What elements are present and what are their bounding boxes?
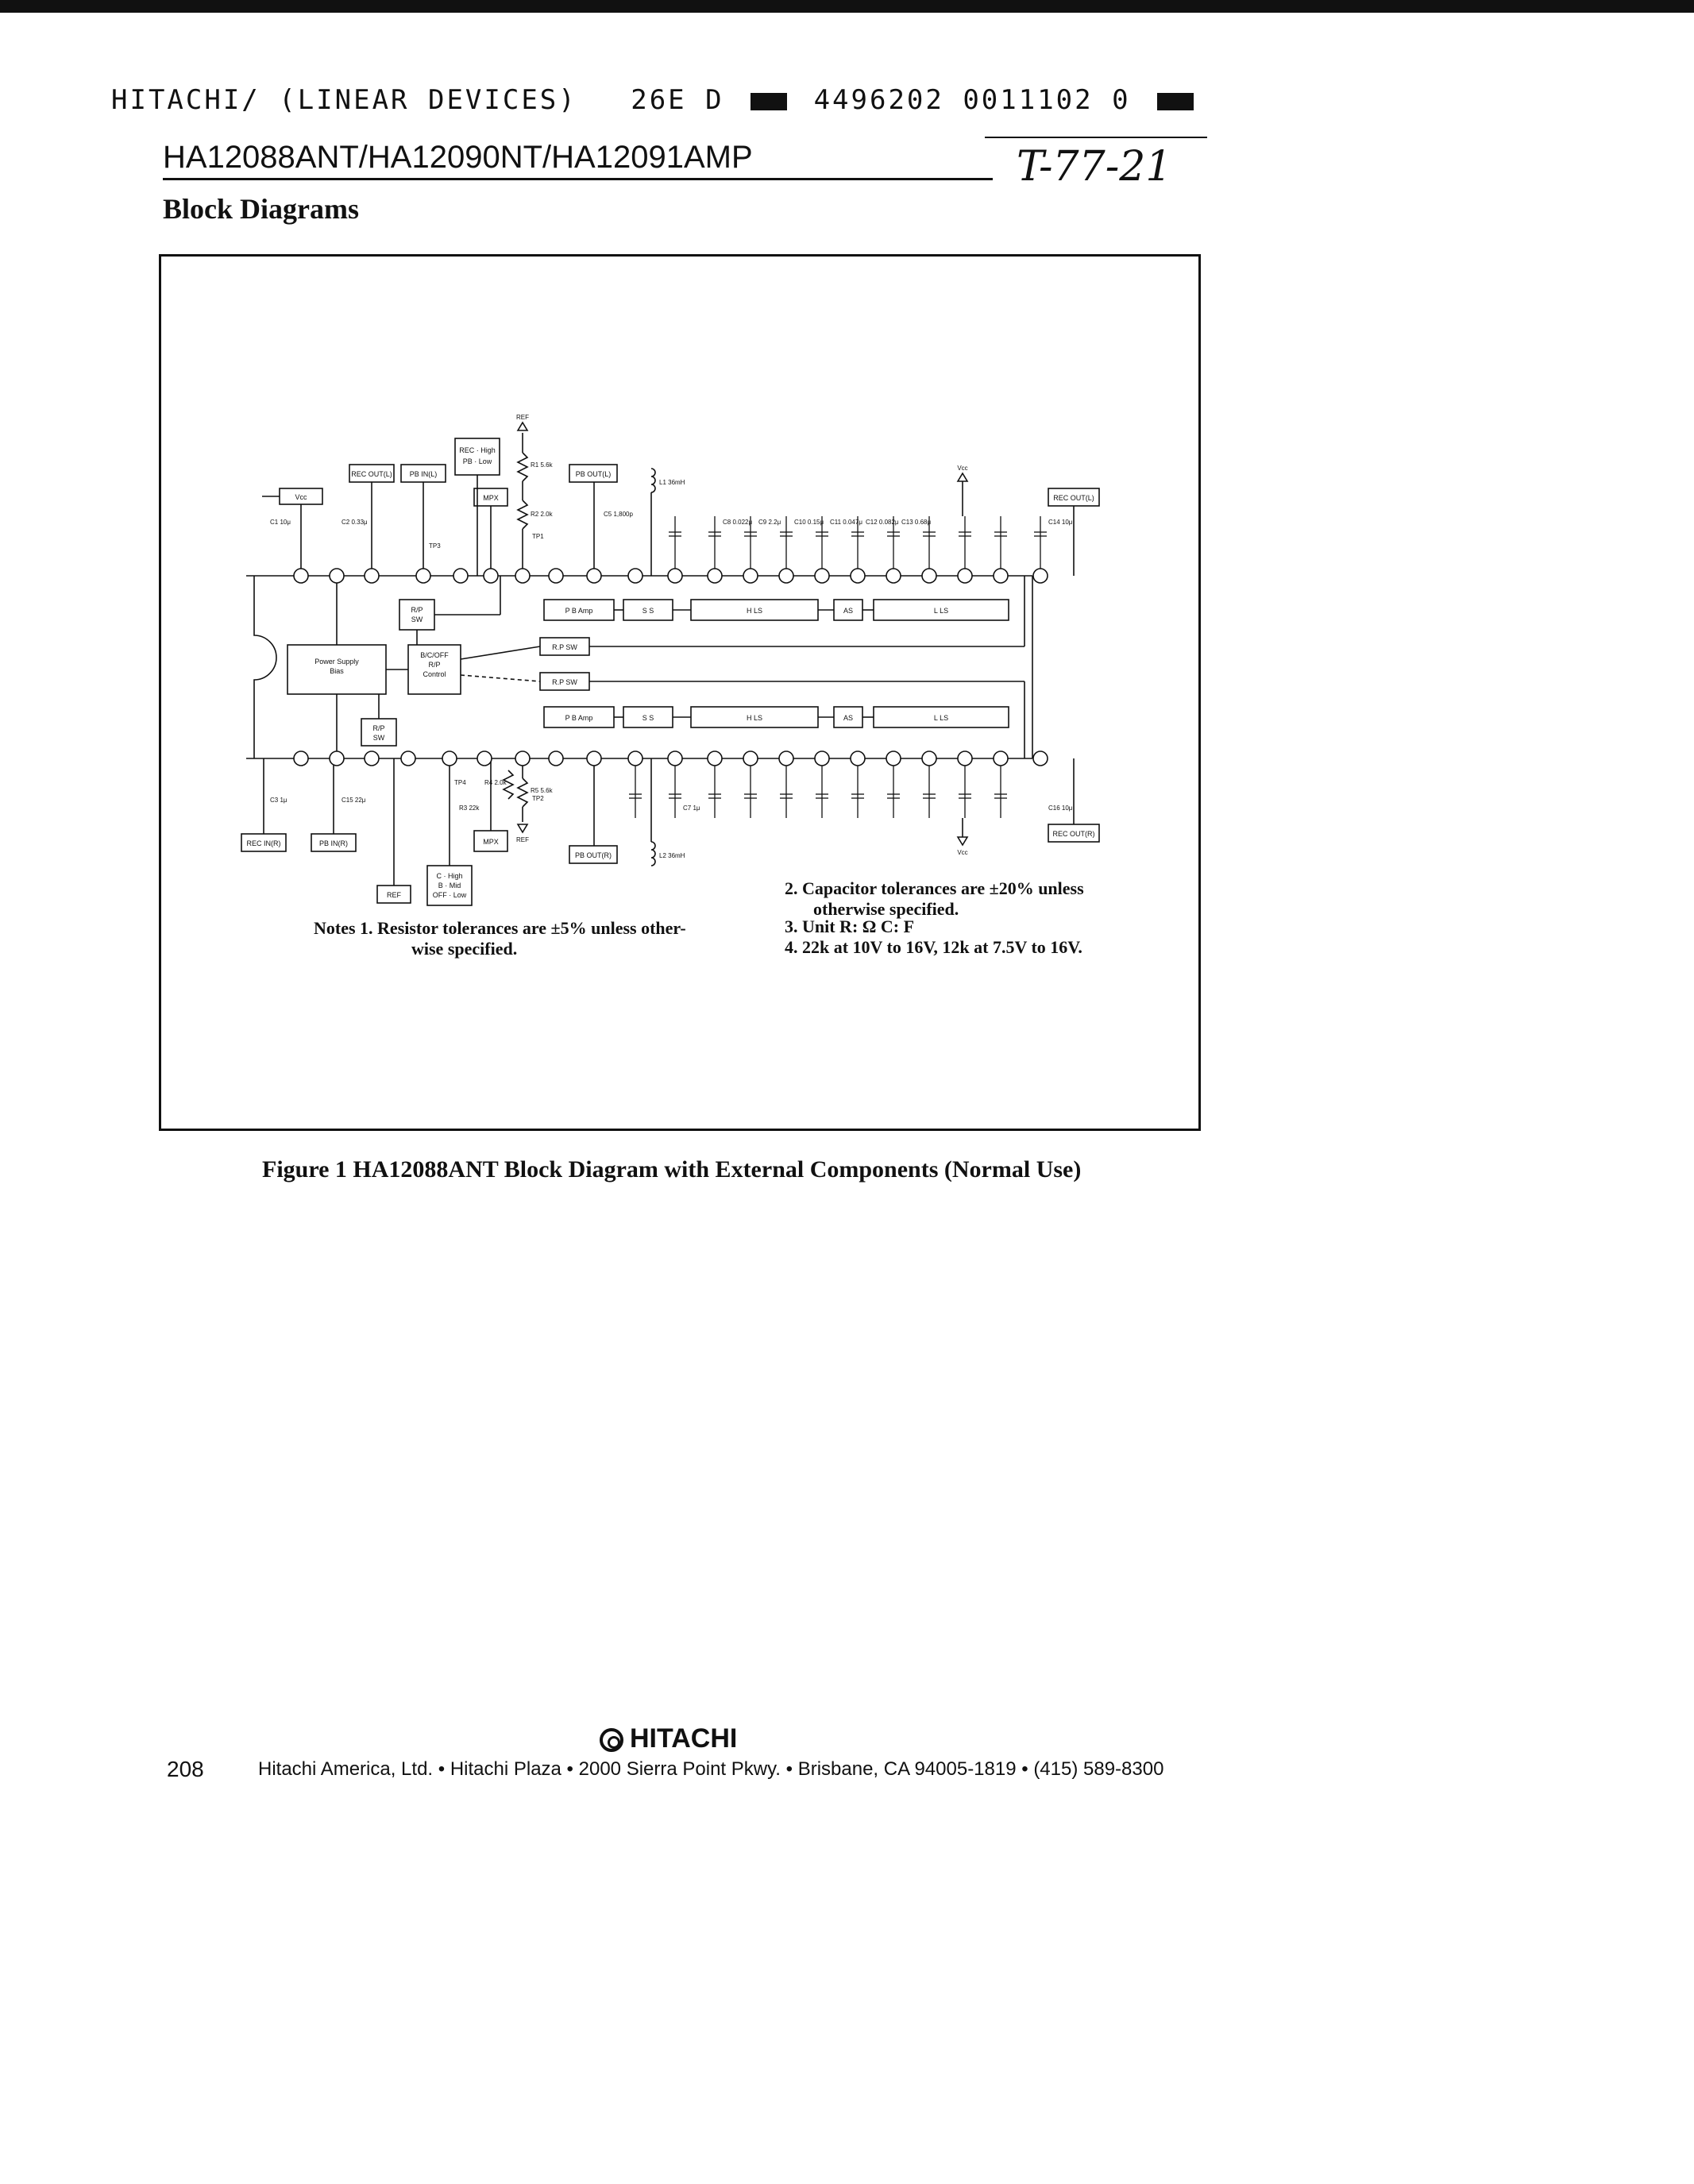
title-rule bbox=[163, 178, 993, 180]
r3-label: R3 22k bbox=[459, 805, 480, 812]
block-diagram bbox=[159, 254, 1201, 1131]
pb-out-r-label: PB OUT(R) bbox=[575, 851, 612, 859]
lls-top-label: L LS bbox=[933, 607, 949, 615]
c9-label: C9 2.2μ bbox=[758, 519, 781, 526]
c1-label: C1 10μ bbox=[270, 519, 291, 526]
rp-sw-mid-bottom-label: R.P SW bbox=[552, 678, 577, 686]
ref-bottom-label: REF bbox=[516, 836, 529, 843]
r2-label: R2 2.0k bbox=[531, 511, 553, 518]
bcoff-label-3: Control bbox=[423, 670, 446, 678]
header-black-block bbox=[751, 93, 787, 110]
hitachi-logo bbox=[600, 1723, 737, 1754]
rec-out-l-label: REC OUT(L) bbox=[1053, 494, 1094, 502]
tp1-label: TP1 bbox=[532, 533, 544, 540]
c11-label: C11 0.047μ bbox=[830, 519, 862, 526]
c-high-label-3: OFF · Low bbox=[432, 891, 467, 899]
part-numbers-title: HA12088ANT/HA12090NT/HA12091AMP bbox=[163, 140, 753, 175]
header-code-1: 26E D bbox=[631, 84, 724, 116]
handwritten-code: T-77-21 bbox=[1017, 143, 1172, 191]
c16-label: C16 10μ bbox=[1048, 805, 1073, 812]
rp-sw-left-bottom-label: R/P bbox=[372, 724, 385, 732]
section-title: Block Diagrams bbox=[163, 193, 359, 225]
r1-label: R1 5.6k bbox=[531, 461, 553, 469]
resistor-r2 bbox=[518, 500, 527, 529]
ref-top-label: REF bbox=[516, 414, 529, 421]
pb-amp-bottom-label: P B Amp bbox=[565, 714, 593, 722]
power-supply-label-2: Bias bbox=[330, 667, 344, 675]
c7-label: C7 1μ bbox=[683, 805, 700, 812]
hitachi-logo-text: HITACHI bbox=[630, 1723, 738, 1754]
rp-sw-left-bottom-label-2: SW bbox=[372, 734, 385, 742]
resistor-r1 bbox=[518, 453, 527, 481]
as-top-label: AS bbox=[843, 607, 854, 615]
vcc-left-label: Vcc bbox=[295, 493, 307, 501]
header-black-block bbox=[1157, 93, 1194, 110]
rp-sw-mid-top-label: R.P SW bbox=[552, 643, 577, 651]
rec-high-box bbox=[455, 438, 500, 475]
ref-top-arrow bbox=[518, 423, 527, 430]
l2-label: L2 36mH bbox=[659, 852, 685, 859]
lls-bottom-label: L LS bbox=[933, 714, 949, 722]
c5-label: C5 1,800p bbox=[604, 511, 633, 518]
ss-bottom-label: S S bbox=[642, 714, 654, 722]
rec-out-r-label: REC OUT(R) bbox=[1052, 830, 1095, 838]
c3-label: C3 1μ bbox=[270, 797, 287, 804]
top-right-rule bbox=[985, 137, 1207, 138]
mpx-bottom-label: MPX bbox=[483, 838, 499, 846]
ref-box-label: REF bbox=[387, 891, 401, 899]
inductor-l1 bbox=[651, 469, 655, 492]
ss-top-label: S S bbox=[642, 607, 654, 615]
rec-out-l2-label: REC OUT(L) bbox=[351, 470, 392, 478]
note-1-cont: wise specified. bbox=[411, 939, 518, 959]
c14-label: C14 10μ bbox=[1048, 519, 1073, 526]
page-number: 208 bbox=[167, 1757, 204, 1781]
vcc-bottom-arrow bbox=[958, 837, 967, 845]
footer-address: Hitachi America, Ltd. • Hitachi Plaza • 2000 Sierra Point Pkwy. • Brisbane, CA 94005-1819 • (415) 589-8300 bbox=[258, 1758, 1164, 1780]
header-company: HITACHI/ (LINEAR DEVICES) bbox=[111, 84, 577, 116]
l1-label: L1 36mH bbox=[659, 479, 685, 486]
pb-in-l-label: PB IN(L) bbox=[409, 470, 438, 478]
vcc-top-label: Vcc bbox=[957, 465, 968, 472]
resistor-r5 bbox=[518, 778, 527, 807]
c10-label: C10 0.15μ bbox=[794, 519, 824, 526]
ref-bottom-arrow bbox=[518, 824, 527, 832]
document-header-code bbox=[111, 84, 1202, 116]
power-supply-label: Power Supply bbox=[314, 658, 359, 666]
rp-sw-left-top-label-2: SW bbox=[411, 615, 423, 623]
c13-label: C13 0.68μ bbox=[901, 519, 932, 526]
vcc-bottom-label: Vcc bbox=[957, 849, 968, 856]
c-high-label-2: B · Mid bbox=[438, 882, 461, 889]
r5-label: R5 5.6k bbox=[531, 787, 553, 794]
rec-high-label: REC · High bbox=[459, 446, 496, 454]
rp-sw-left-top-label: R/P bbox=[411, 606, 423, 614]
pb-amp-top-label: P B Amp bbox=[565, 607, 593, 615]
tp2-label: TP2 bbox=[532, 795, 544, 802]
pb-in-r-label: PB IN(R) bbox=[319, 839, 348, 847]
c-high-label: C · High bbox=[436, 872, 463, 880]
hls-top-label: H LS bbox=[746, 607, 763, 615]
c15-label: C15 22μ bbox=[342, 797, 366, 804]
note-2: 2. Capacitor tolerances are ±20% unless bbox=[785, 878, 1084, 898]
rec-high-label-2: PB · Low bbox=[462, 457, 492, 465]
figure-caption: Figure 1 HA12088ANT Block Diagram with External Components (Normal Use) bbox=[262, 1156, 1082, 1183]
header-code-2: 4496202 0011102 0 bbox=[813, 84, 1131, 116]
bcoff-label: B/C/OFF bbox=[420, 651, 449, 659]
note-4: 4. 22k at 10V to 16V, 12k at 7.5V to 16V. bbox=[785, 937, 1082, 957]
c12-label: C12 0.082μ bbox=[866, 519, 899, 526]
package-outline-left bbox=[254, 576, 276, 758]
note-2-cont: otherwise specified. bbox=[813, 899, 959, 919]
rp-sw-left-top-box bbox=[399, 600, 434, 630]
tp4-label: TP4 bbox=[454, 779, 466, 786]
hitachi-logo-icon bbox=[600, 1728, 623, 1752]
mpx-top-label: MPX bbox=[483, 494, 499, 502]
vcc-top-arrow bbox=[958, 473, 967, 481]
bcoff-label-2: R/P bbox=[428, 661, 441, 669]
tp3-label: TP3 bbox=[429, 542, 441, 550]
hls-bottom-label: H LS bbox=[746, 714, 763, 722]
c2-label: C2 0.33μ bbox=[342, 519, 368, 526]
rec-in-r-label: REC IN(R) bbox=[246, 839, 281, 847]
inductor-l2 bbox=[651, 842, 655, 866]
note-3: 3. Unit R: Ω C: F bbox=[785, 916, 915, 936]
as-bottom-label: AS bbox=[843, 714, 854, 722]
pb-out-l-label: PB OUT(L) bbox=[575, 470, 612, 478]
scan-top-edge bbox=[0, 0, 1694, 13]
r4-label: R4 2.0k bbox=[484, 779, 507, 786]
note-1: Notes 1. Resistor tolerances are ±5% unless other- bbox=[314, 918, 686, 938]
c8-label: C8 0.022μ bbox=[723, 519, 753, 526]
